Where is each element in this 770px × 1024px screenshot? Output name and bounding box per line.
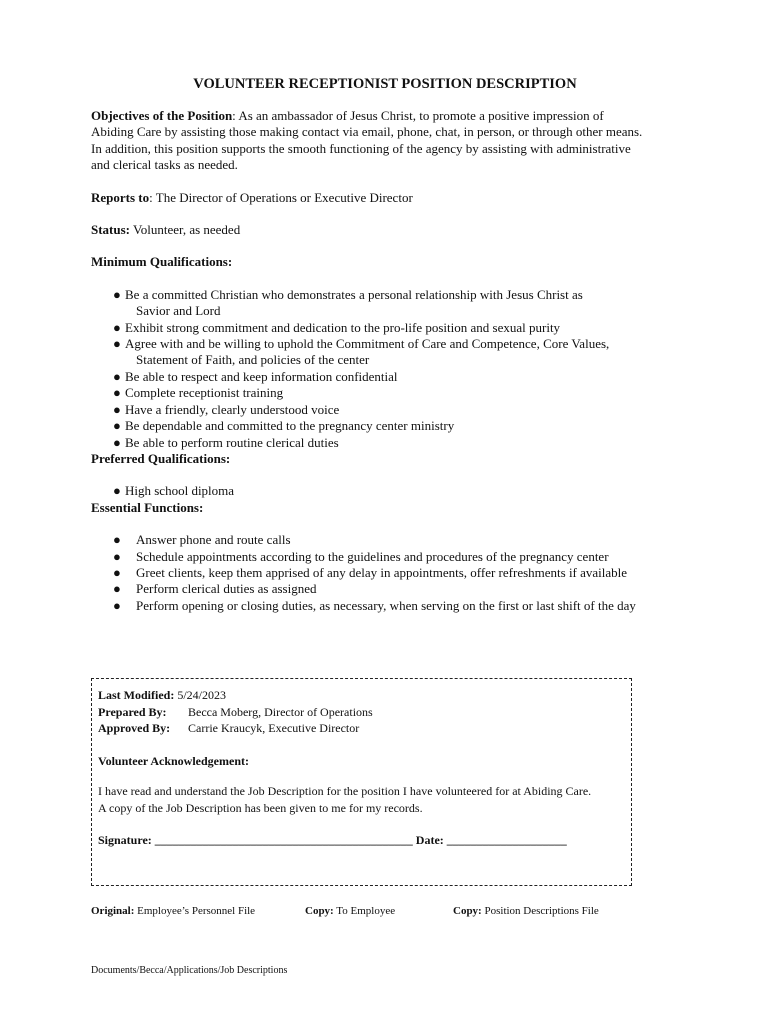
list-item-text: Be dependable and committed to the pregnancy center ministry xyxy=(125,418,455,434)
bullet-icon: ● xyxy=(113,597,121,613)
list-item-text: Answer phone and route calls xyxy=(136,532,291,548)
signature-label: Signature: xyxy=(98,833,152,847)
bullet-icon: ● xyxy=(113,548,121,564)
bullet-icon: ● xyxy=(113,368,121,384)
status-section xyxy=(91,222,691,238)
list-item-text: Be able to respect and keep information confidential xyxy=(125,368,398,384)
date-label: Date: xyxy=(412,833,444,847)
approved-by-label: Approved By: xyxy=(98,721,171,735)
bullet-icon: ● xyxy=(113,319,121,335)
copy-file-label: Copy: xyxy=(453,905,482,917)
list-item-text: Greet clients, keep them apprised of any delay in appointments, offer refreshments if available xyxy=(136,564,628,580)
list-item xyxy=(91,320,691,336)
file-copy xyxy=(453,905,599,917)
list-item-text: High school diploma xyxy=(125,483,235,499)
list-item xyxy=(91,418,691,434)
approved-by-row xyxy=(98,720,625,737)
copy-employee-value: To Employee xyxy=(333,905,396,917)
list-item xyxy=(91,565,691,581)
list-item-text: Agree with and be willing to uphold the Commitment of Care and Competence, Core Values, xyxy=(125,336,610,352)
list-item xyxy=(91,598,691,614)
bullet-icon: ● xyxy=(113,286,121,302)
list-item-text: Perform opening or closing duties, as necessary, when serving on the first or last shift of the day xyxy=(136,597,636,613)
signature-row xyxy=(98,832,625,849)
list-item xyxy=(91,581,691,597)
bullet-icon: ● xyxy=(113,483,121,499)
prepared-by-row xyxy=(98,704,625,721)
essential-functions-list xyxy=(91,532,691,614)
status-label: Status: xyxy=(91,222,131,238)
bullet-icon: ● xyxy=(113,401,121,417)
list-item xyxy=(91,402,691,418)
acknowledgement-line-2: A copy of the Job Description has been given to me for my records. xyxy=(98,800,423,815)
objectives-line-4: and clerical tasks as needed. xyxy=(91,157,238,173)
list-item xyxy=(91,435,691,451)
prepared-by-value: Becca Moberg, Director of Operations xyxy=(188,704,373,719)
acknowledgement-heading-row xyxy=(98,753,625,770)
essential-functions-heading-text: Essential Functions: xyxy=(91,499,204,515)
list-item-continuation: Statement of Faith, and policies of the center xyxy=(136,352,370,368)
objectives-line-3: In addition, this position supports the smooth functioning of the agency by assisting with administrative xyxy=(91,140,631,156)
date-field[interactable]: ____________________ xyxy=(443,833,567,847)
bullet-icon: ● xyxy=(113,336,121,352)
acknowledgement-line-1: I have read and understand the Job Description for the position I have volunteered for at Abiding Care. xyxy=(98,784,592,798)
bullet-icon: ● xyxy=(113,581,121,597)
bullet-icon: ● xyxy=(113,418,121,434)
minimum-qualifications-heading xyxy=(91,254,691,270)
objectives-section xyxy=(91,108,691,174)
list-item-text: Have a friendly, clearly understood voice xyxy=(125,401,340,417)
original-value: Employee’s Personnel File xyxy=(134,905,256,917)
preferred-qualifications-heading-text: Preferred Qualifications: xyxy=(91,450,231,466)
signature-field[interactable]: ___________________________________________ xyxy=(151,833,413,847)
preferred-qualifications-list xyxy=(91,483,691,499)
list-item-text: Be able to perform routine clerical duties xyxy=(125,434,339,450)
employee-copy xyxy=(305,905,395,917)
list-item-text: Perform clerical duties as assigned xyxy=(136,581,317,597)
copy-employee-label: Copy: xyxy=(305,905,334,917)
original-copy xyxy=(91,905,255,917)
list-item-continuation: Savior and Lord xyxy=(136,303,221,319)
list-item xyxy=(91,549,691,565)
preferred-qualifications-heading xyxy=(91,451,691,467)
reports-to-section xyxy=(91,190,691,206)
list-item xyxy=(91,369,691,385)
acknowledgement-heading: Volunteer Acknowledgement: xyxy=(98,753,249,768)
bullet-icon: ● xyxy=(113,532,121,548)
bullet-icon: ● xyxy=(113,564,121,580)
list-item xyxy=(91,287,691,320)
prepared-by-label: Prepared By: xyxy=(98,704,167,719)
list-item-text: Complete receptionist training xyxy=(125,385,284,401)
reports-to-value: : The Director of Operations or Executive Director xyxy=(149,189,413,205)
minimum-qualifications-list xyxy=(91,287,691,451)
list-item-text: Be a committed Christian who demonstrates a personal relationship with Jesus Christ as xyxy=(125,286,583,302)
list-item xyxy=(91,483,691,499)
file-path-footer: Documents/Becca/Applications/Job Descriptions xyxy=(91,965,288,976)
last-modified-row xyxy=(98,687,625,704)
original-label: Original: xyxy=(91,905,135,917)
objectives-label: Objectives of the Position xyxy=(91,108,233,123)
acknowledgement-box xyxy=(91,678,632,886)
list-item-text: Exhibit strong commitment and dedication to the pro-life position and sexual purity xyxy=(125,319,561,335)
document-body xyxy=(91,108,691,614)
objectives-line-1: : As an ambassador of Jesus Christ, to promote a positive impression of xyxy=(232,108,604,123)
document-title: VOLUNTEER RECEPTIONIST POSITION DESCRIPTION xyxy=(193,76,577,92)
list-item xyxy=(91,532,691,548)
minimum-qualifications-heading-text: Minimum Qualifications: xyxy=(91,254,233,270)
essential-functions-heading xyxy=(91,500,691,516)
copy-file-value: Position Descriptions File xyxy=(481,905,599,917)
last-modified-value: 5/24/2023 xyxy=(174,688,227,702)
last-modified-label: Last Modified: xyxy=(98,688,175,702)
list-item xyxy=(91,336,691,369)
list-item xyxy=(91,385,691,401)
bullet-icon: ● xyxy=(113,385,121,401)
objectives-line-2: Abiding Care by assisting those making contact via email, phone, chat, in person, or through other means. xyxy=(91,124,643,140)
approved-by-value: Carrie Kraucyk, Executive Director xyxy=(188,721,360,735)
list-item-text: Schedule appointments according to the guidelines and procedures of the pregnancy center xyxy=(136,548,609,564)
bullet-icon: ● xyxy=(113,434,121,450)
reports-to-label: Reports to xyxy=(91,189,150,205)
status-value: Volunteer, as needed xyxy=(130,222,241,238)
